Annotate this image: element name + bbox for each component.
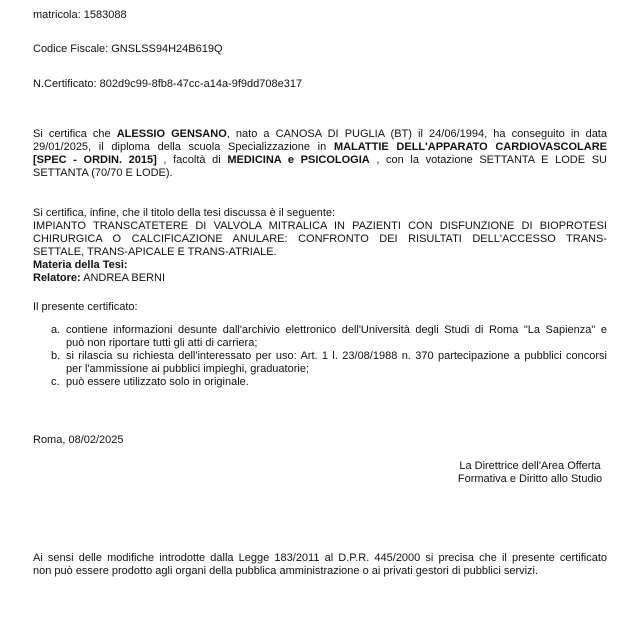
- student-name: ALESSIO GENSANO: [116, 128, 227, 140]
- specialization-school: MALATTIE DELL'APPARATO CARDIOVASCOLARE: [333, 141, 607, 153]
- specialization-order: [SPEC - ORDIN. 2015]: [33, 154, 157, 166]
- list-item-b-line-2: per l'ammissione ai pubblici impieghi, graduatorie;: [66, 363, 309, 375]
- thesis-title-line-2: CHIRURGICA O CALCIFICAZIONE ANULARE: CONFRONTO DEI RISULTATI DELL'ACCESSO TRANS-: [33, 233, 607, 245]
- certificate-properties-list: [51, 324, 607, 389]
- matricola-line: matricola: 1583088: [33, 9, 127, 21]
- certification-text-prefix: Si certifica che: [33, 128, 117, 140]
- list-item: [51, 324, 607, 350]
- list-item-b-line-1: si rilascia su richiesta dell'interessato per uso: Art. 1 l. 23/08/1988 n. 370 partecipazione a pubblici concorsi: [66, 350, 607, 362]
- place-date: Roma, 08/02/2025: [33, 434, 124, 446]
- legal-footer-line-2: non può essere prodotto agli organi della pubblica amministrazione o ai privati gestori di pubblici servizi.: [33, 565, 539, 577]
- certification-line-1: [33, 128, 607, 141]
- thesis-subject-line: [33, 259, 607, 272]
- certification-date-text: 29/01/2025, il diploma della scuola Specializzazione in: [33, 141, 334, 153]
- certification-line-3: [33, 154, 607, 167]
- list-item-a-line-1: contiene informazioni desunte dall'archivio elettronico dell'Università degli Studi di Roma "La Sapienza" e: [66, 324, 607, 336]
- fiscal-code-line: Codice Fiscale: GNSLSS94H24B619Q: [33, 43, 223, 55]
- list-item: [51, 350, 607, 376]
- signature-line-1: La Direttrice dell'Area Offerta: [459, 460, 601, 472]
- faculty-name: MEDICINA e PSICOLOGIA: [227, 154, 370, 166]
- certification-line-2: [33, 141, 607, 154]
- legal-footer: [33, 552, 607, 578]
- thesis-subject-label: Materia della Tesi:: [33, 259, 128, 271]
- list-marker-c: c.: [51, 376, 60, 388]
- faculty-prefix: , facoltà di: [156, 154, 228, 166]
- certification-paragraph: [33, 128, 607, 180]
- legal-footer-line-1: Ai sensi delle modifiche introdotte dalla Legge 183/2011 al D.P.R. 445/2000 si precisa che il presente certificato: [33, 552, 607, 564]
- thesis-intro: Si certifica, infine, che il titolo della tesi discussa è il seguente:: [33, 207, 336, 219]
- thesis-supervisor-label: Relatore:: [33, 272, 81, 284]
- list-item-a-line-2: può non riportare tutti gli atti di carriera;: [66, 337, 258, 349]
- thesis-supervisor-name: ANDREA BERNI: [80, 272, 166, 284]
- thesis-title-line-1: IMPIANTO TRANSCATETERE DI VALVOLA MITRALICA IN PAZIENTI CON DISFUNZIONE DI BIOPROTESI: [33, 220, 607, 232]
- list-item: [51, 376, 607, 389]
- signature-line-2: Formativa e Diritto allo Studio: [457, 473, 603, 485]
- grade-text: , con la votazione SETTANTA E LODE SU: [369, 154, 607, 166]
- certificate-number-line: N.Certificato: 802d9c99-8fb8-47cc-a14a-9f9dd708e317: [33, 78, 303, 90]
- thesis-title-line-3: SETTALE, TRANS-APICALE E TRANS-ATRIALE.: [33, 246, 277, 258]
- thesis-supervisor-line: [33, 272, 607, 285]
- list-marker-b: b.: [51, 350, 61, 362]
- thesis-section: [33, 207, 607, 285]
- signature-block: [445, 460, 615, 486]
- certification-birth-text: , nato a CANOSA DI PUGLIA (BT) il 24/06/1994, ha conseguito in data: [226, 128, 607, 140]
- certification-line-4: SETTANTA (70/70 E LODE).: [33, 167, 173, 179]
- certificate-properties-intro: Il presente certificato:: [33, 301, 138, 313]
- list-item-c-line-1: può essere utilizzato solo in originale.: [66, 376, 249, 388]
- list-marker-a: a.: [51, 324, 61, 336]
